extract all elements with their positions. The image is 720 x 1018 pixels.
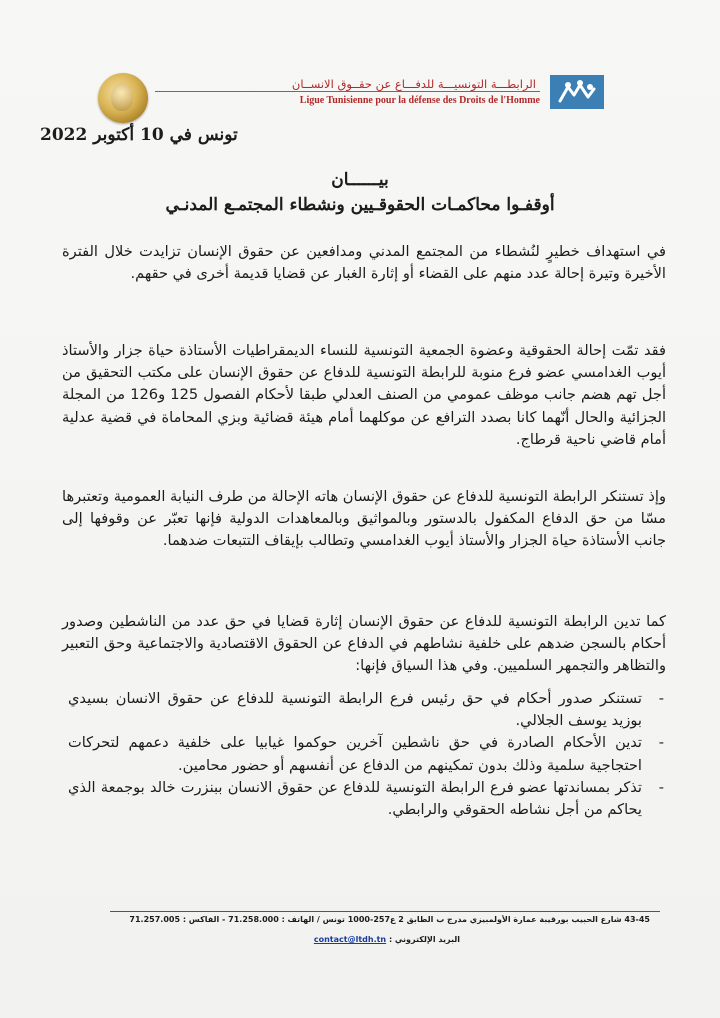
paragraph-1: في استهداف خطيرٍ لنُشطاء من المجتمع المدني ومدافعين عن حقوق الإنسان تزايدت خلال الفترة الأخيرة وتيرة إحالة عدد منهم على القضاء أو إثارة الغبار عن قضايا قديمة أخرى في حقهم. bbox=[62, 243, 666, 283]
footer-email bbox=[280, 935, 460, 944]
bullet-text: تستنكر صدور أحكام في حق رئيس فرع الرابطة التونسية للدفاع عن حقوق الانسان بسيدي بوزيد يوسف الجلالي. bbox=[68, 690, 642, 730]
letterhead bbox=[0, 55, 720, 115]
paragraph-3: وإذ تستنكر الرابطة التونسية للدفاع عن حقوق الإنسان هاته الإحالة من طرف النيابة العمومية وتعتبرها مسّا من حق الدفاع المكفول بالدستور وبالمواثيق وبالمعاهدات الدولية فإنها تعبّر عن وقوفها إلى جانب الأستاذة حياة الجزار والأستاذ أيوب الغدامسي وتطالب بإيقاف التتبعات ضدهما. bbox=[62, 488, 666, 550]
bullet-marker: - bbox=[658, 734, 664, 752]
footer-divider bbox=[110, 911, 660, 912]
bullet-marker: - bbox=[658, 778, 664, 796]
bullet-marker: - bbox=[658, 690, 664, 707]
list-item bbox=[68, 732, 668, 776]
bullet-text: تدين الأحكام الصادرة في حق ناشطين آخرين حوكموا غيابيا على خلفية دعمهم لتحركات احتجاجية سلمية وذلك بدون تمكينهم من الدفاع عن أنفسهم أو حضور محامين. bbox=[68, 734, 642, 774]
document-title: بيــــــان bbox=[331, 170, 389, 190]
footer-address: 43-45 شارع الحبيب بورقيبة عمارة الأولمبيزي مدرج ب الطابق 2 ع257-1000 تونس / الهاتف : 71.258.000 - الفاكس : 71.257.005 bbox=[129, 915, 650, 924]
document-subtitle: أوقفـوا محاكمـات الحقوقـيين ونشطاء المجتمـع المدنـي bbox=[165, 195, 555, 215]
email-label: البريد الإلكتروني : bbox=[388, 935, 460, 944]
email-link[interactable]: contact@ltdh.tn bbox=[313, 935, 387, 944]
bullet-list bbox=[68, 688, 668, 821]
list-item bbox=[68, 777, 668, 821]
medal-portrait-icon bbox=[98, 73, 148, 123]
letterhead-divider bbox=[155, 91, 540, 92]
paragraph-4: كما تدين الرابطة التونسية للدفاع عن حقوق الإنسان إثارة قضايا في حق عدد من الناشطين وصدور أحكام بالسجن ضدهم على خلفية نشاطهم في الدفاع عن الحقوق الاقتصادية والاجتماعية وحق التعبير والتظاهر والتجمهر السلميين. وفي هذا السياق فإنها: bbox=[62, 613, 666, 675]
list-item bbox=[68, 688, 668, 732]
bullet-text: تذكر بمساندتها عضو فرع الرابطة التونسية للدفاع عن حقوق الانسان ببنزرت خالد بوجمعة الذي يحاكم من أجل نشاطه الحقوقي والرابطي. bbox=[68, 778, 642, 819]
org-name-arabic: الرابطـــة التونسيـــة للدفـــاع عن حقــوق الانســان bbox=[291, 77, 536, 91]
document-date: تونس في 10 أكتوبر 2022 bbox=[40, 125, 238, 145]
ltdh-logo-icon bbox=[550, 75, 604, 109]
org-name-french: Ligue Tunisienne pour la défense des Droits de l'Homme bbox=[299, 95, 540, 106]
paragraph-2: فقد تمّت إحالة الحقوقية وعضوة الجمعية التونسية للنساء الديمقراطيات الأستاذة حياة جزار والأستاذ أيوب الغدامسي عضو فرع منوبة للرابطة التونسية للدفاع عن حقوق الإنسان على مكتب التحقيق من أجل تهم هضم جانب موظف عمومي من الصنف العدلي طبقا لأحكام الفصول 125 و126 من المجلة الجزائية والحال أنّهما كانا بصدد الترافع عن موكلهما أمام هيئة قضائية وبزي المحاماة في قضية عدلية أمام قاضي ناحية قرطاج. bbox=[62, 342, 667, 448]
